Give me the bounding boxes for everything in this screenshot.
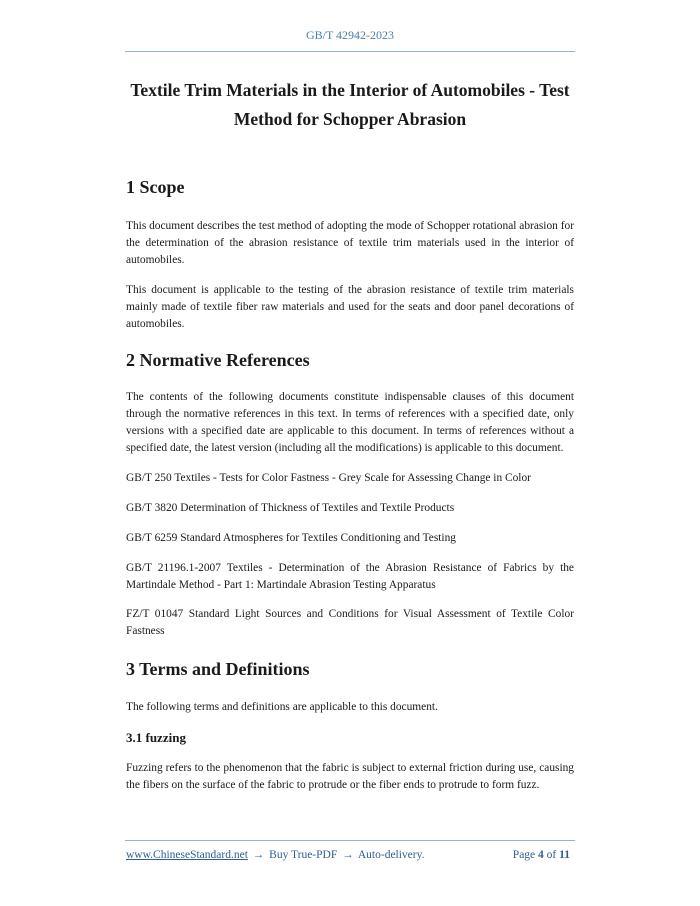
section-heading-normative-references: 2 Normative References bbox=[126, 350, 310, 370]
term-heading-fuzzing: 3.1 fuzzing bbox=[126, 730, 186, 745]
reference-item: GB/T 3820 Determination of Thickness of Textiles and Textile Products bbox=[126, 502, 455, 514]
arrow-right-icon: → bbox=[252, 849, 265, 861]
footer bbox=[126, 849, 574, 865]
reference-item: GB/T 21196.1-2007 Textiles - Determination of the Abrasion Resistance of Fabrics by the Martindale Method - Part 1: Martindale Abrasion Testing Apparatus bbox=[126, 562, 574, 591]
arrow-right-icon: → bbox=[342, 849, 354, 861]
buy-true-pdf-link[interactable]: Buy True-PDF bbox=[269, 849, 338, 861]
page-indicator bbox=[513, 849, 570, 861]
section-heading-scope: 1 Scope bbox=[126, 177, 185, 197]
site-link[interactable]: www.ChineseStandard.net bbox=[126, 849, 248, 861]
term-definition-fuzzing: Fuzzing refers to the phenomenon that the fabric is subject to external friction during use, causing the fibers on the surface of the fabric to protrude or the fiber ends to protrude to form fuzz. bbox=[126, 762, 574, 791]
document-title bbox=[110, 76, 590, 134]
title-line-2: Method for Schopper Abrasion bbox=[233, 109, 467, 129]
of-label: of bbox=[546, 849, 557, 861]
page-total: 11 bbox=[559, 849, 570, 861]
reference-item: GB/T 6259 Standard Atmospheres for Textiles Conditioning and Testing bbox=[126, 532, 456, 544]
scope-paragraph-2: This document is applicable to the testing of the abrasion resistance of textile trim materials mainly made of textile fiber raw materials and used for the seats and door panel decorations of automobiles. bbox=[126, 284, 574, 330]
header-divider bbox=[125, 51, 575, 52]
scope-paragraph-1: This document describes the test method of adopting the mode of Schopper rotational abrasion for the determination of the abrasion resistance of textile trim materials used in the interior of automobiles. bbox=[126, 220, 574, 266]
footer-divider bbox=[125, 840, 575, 841]
header-standard-code: GB/T 42942-2023 bbox=[305, 28, 395, 42]
title-line-1: Textile Trim Materials in the Interior of Automobiles - Test bbox=[130, 80, 570, 100]
reference-item: GB/T 250 Textiles - Tests for Color Fastness - Grey Scale for Assessing Change in Color bbox=[126, 472, 531, 484]
auto-delivery-text: Auto-delivery. bbox=[357, 849, 425, 861]
page-number: 4 bbox=[538, 849, 544, 861]
footer-links bbox=[126, 849, 425, 861]
normative-intro-paragraph: The contents of the following documents constitute indispensable clauses of this document through the normative references in this text. In terms of references with a specified date, only versions with a specified date are applicable to this document. In terms of references without a specified date, the latest version (including all the modifications) is applicable to this document. bbox=[126, 391, 574, 454]
page-label: Page bbox=[512, 849, 536, 861]
section-heading-terms: 3 Terms and Definitions bbox=[126, 659, 310, 679]
terms-intro-paragraph: The following terms and definitions are applicable to this document. bbox=[126, 701, 438, 713]
reference-item: FZ/T 01047 Standard Light Sources and Conditions for Visual Assessment of Textile Color Fastness bbox=[126, 608, 574, 637]
